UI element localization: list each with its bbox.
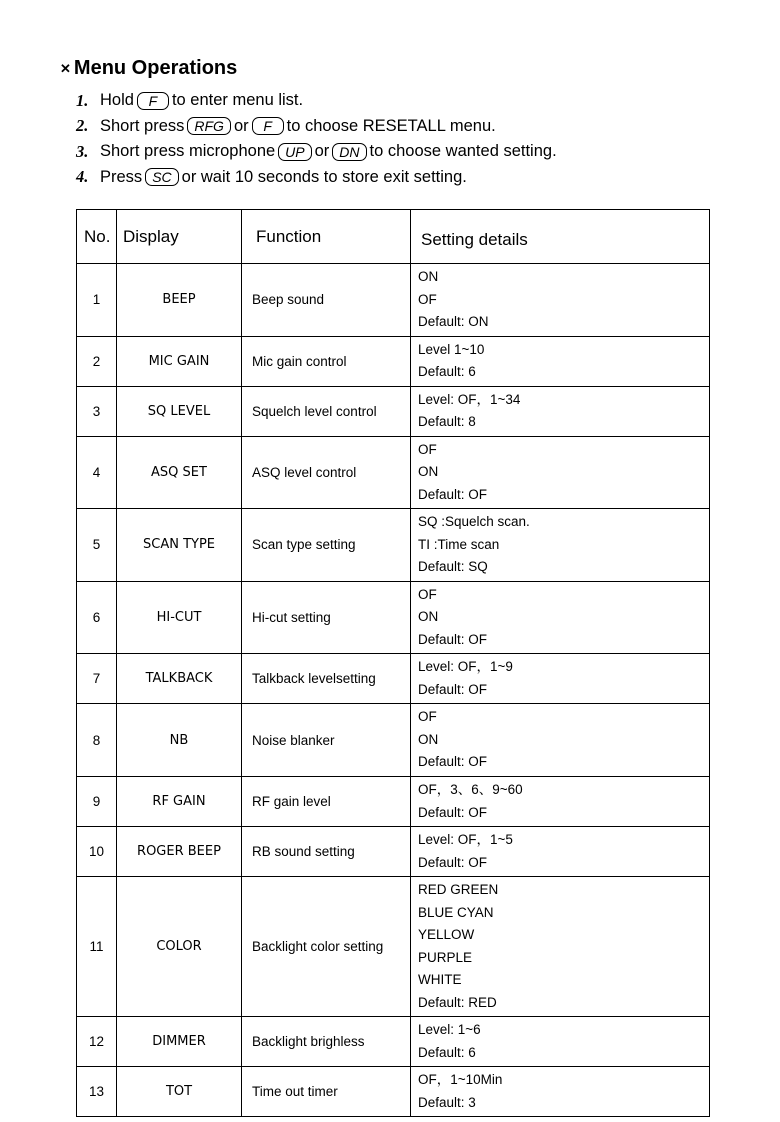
table-row xyxy=(77,436,710,509)
header-no: No. xyxy=(77,210,117,264)
row-display: DIMMER xyxy=(117,1017,242,1067)
row-number: 10 xyxy=(77,827,117,877)
setting-line: Level 1~10 xyxy=(418,341,485,357)
row-display: TALKBACK xyxy=(117,654,242,704)
row-display: ROGER BEEP xyxy=(117,827,242,877)
header-settings: Setting details xyxy=(411,210,710,264)
setting-line: Default: RED xyxy=(418,994,497,1010)
row-function: Time out timer xyxy=(242,1067,411,1117)
row-settings xyxy=(411,704,710,777)
row-number: 3 xyxy=(77,386,117,436)
step-text-after: to choose RESETALL menu. xyxy=(286,116,496,135)
table-body xyxy=(77,264,710,1117)
setting-line: ON xyxy=(418,464,439,479)
table-row xyxy=(77,654,710,704)
setting-line: OF，1~10Min xyxy=(418,1072,503,1087)
setting-line: Default: OF xyxy=(418,681,488,697)
row-settings xyxy=(411,877,710,1017)
row-display: RF GAIN xyxy=(117,777,242,827)
setting-line: SQ :Squelch scan. xyxy=(418,514,530,529)
header-display: Display xyxy=(117,210,242,264)
row-display: BEEP xyxy=(117,264,242,337)
setting-line: OF xyxy=(418,586,437,602)
step-item xyxy=(76,165,557,191)
key-button-label: SC xyxy=(145,168,178,186)
setting-line: OF xyxy=(418,441,437,457)
section-heading xyxy=(60,57,237,80)
table-row xyxy=(77,827,710,877)
setting-line: PURPLE xyxy=(418,949,473,965)
row-display: NB xyxy=(117,704,242,777)
step-text-after: or wait 10 seconds to store exit setting. xyxy=(181,167,467,186)
setting-line: BLUE CYAN xyxy=(418,904,494,920)
step-number: 3. xyxy=(76,141,89,161)
step-item xyxy=(76,88,557,114)
setting-line: OF，3、6、9~60 xyxy=(418,782,523,797)
step-text-after: to choose wanted setting. xyxy=(369,142,557,161)
row-display: SQ LEVEL xyxy=(117,386,242,436)
setting-line: Default: OF xyxy=(418,631,488,647)
setting-line: Default: 3 xyxy=(418,1094,476,1110)
row-function: ASQ level control xyxy=(242,436,411,509)
menu-table xyxy=(76,209,710,1117)
row-number: 13 xyxy=(77,1067,117,1117)
row-display: TOT xyxy=(117,1067,242,1117)
key-button-label: RFG xyxy=(187,117,231,135)
row-settings xyxy=(411,581,710,654)
setting-line: ON xyxy=(418,269,439,284)
step-number: 2. xyxy=(76,116,89,136)
step-text-or: or xyxy=(314,142,330,161)
setting-line: RED GREEN xyxy=(418,882,499,897)
setting-line: Level: OF，1~9 xyxy=(418,659,513,674)
row-settings xyxy=(411,336,710,386)
row-number: 9 xyxy=(77,777,117,827)
setting-line: TI :Time scan xyxy=(418,536,500,552)
table-row xyxy=(77,581,710,654)
table-header-row xyxy=(77,210,710,264)
setting-line: Default: SQ xyxy=(418,559,488,574)
row-number: 2 xyxy=(77,336,117,386)
step-text-before: Short press microphone xyxy=(100,142,276,161)
setting-line: OF xyxy=(418,709,437,725)
step-number: 1. xyxy=(76,90,89,110)
row-function: Backlight color setting xyxy=(242,877,411,1017)
row-function: Beep sound xyxy=(242,264,411,337)
step-text-before: Press xyxy=(100,167,143,186)
setting-line: ON xyxy=(418,609,439,624)
row-display: COLOR xyxy=(117,877,242,1017)
row-function: Hi-cut setting xyxy=(242,581,411,654)
section-title: Menu Operations xyxy=(73,57,238,79)
row-function: Backlight brighless xyxy=(242,1017,411,1067)
step-item xyxy=(76,114,557,140)
row-function: Mic gain control xyxy=(242,336,411,386)
key-button-label: UP xyxy=(278,143,311,161)
row-number: 6 xyxy=(77,581,117,654)
step-item xyxy=(76,139,557,165)
setting-line: Default: 8 xyxy=(418,414,476,429)
setting-line: WHITE xyxy=(418,972,462,987)
row-settings xyxy=(411,386,710,436)
step-text-after: to enter menu list. xyxy=(171,91,304,110)
setting-line: ON xyxy=(418,731,439,747)
row-settings xyxy=(411,1017,710,1067)
row-number: 1 xyxy=(77,264,117,337)
step-text-or: or xyxy=(233,116,249,135)
row-number: 4 xyxy=(77,436,117,509)
row-number: 8 xyxy=(77,704,117,777)
table-row xyxy=(77,386,710,436)
setting-line: OF xyxy=(418,291,437,307)
row-display: ASQ SET xyxy=(117,436,242,509)
row-function: Squelch level control xyxy=(242,386,411,436)
setting-line: Default: OF xyxy=(418,804,488,820)
setting-line: YELLOW xyxy=(418,927,475,942)
row-number: 7 xyxy=(77,654,117,704)
table-row xyxy=(77,1017,710,1067)
header-function: Function xyxy=(242,210,411,264)
table-row xyxy=(77,509,710,582)
step-text-before: Short press xyxy=(100,116,185,135)
setting-line: Default: OF xyxy=(418,754,488,770)
table-row xyxy=(77,704,710,777)
setting-line: Level: 1~6 xyxy=(418,1022,481,1037)
steps-list xyxy=(76,88,557,190)
key-button-label: F xyxy=(252,117,284,135)
table-row xyxy=(77,264,710,337)
row-settings xyxy=(411,264,710,337)
setting-line: Level: OF，1~5 xyxy=(418,832,513,847)
setting-line: Level: OF，1~34 xyxy=(418,391,521,407)
row-settings xyxy=(411,436,710,509)
row-display: HI-CUT xyxy=(117,581,242,654)
row-function: Scan type setting xyxy=(242,509,411,582)
setting-line: Default: ON xyxy=(418,314,489,329)
setting-line: Default: OF xyxy=(418,486,488,502)
row-function: Talkback levelsetting xyxy=(242,654,411,704)
section-bullet-icon: ✕ xyxy=(60,60,70,76)
row-settings xyxy=(411,777,710,827)
key-button-label: DN xyxy=(332,143,366,161)
table-row xyxy=(77,777,710,827)
row-settings xyxy=(411,654,710,704)
table-row xyxy=(77,877,710,1017)
row-number: 11 xyxy=(77,877,117,1017)
key-button-label: F xyxy=(137,92,169,110)
step-text-before: Hold xyxy=(100,91,134,110)
row-number: 12 xyxy=(77,1017,117,1067)
row-number: 5 xyxy=(77,509,117,582)
step-number: 4. xyxy=(76,167,89,187)
setting-line: Default: 6 xyxy=(418,1044,476,1060)
row-display: MIC GAIN xyxy=(117,336,242,386)
row-settings xyxy=(411,827,710,877)
setting-line: Default: OF xyxy=(418,854,488,870)
setting-line: Default: 6 xyxy=(418,364,476,379)
row-settings xyxy=(411,509,710,582)
row-function: RB sound setting xyxy=(242,827,411,877)
row-display: SCAN TYPE xyxy=(117,509,242,582)
row-function: Noise blanker xyxy=(242,704,411,777)
table-row xyxy=(77,1067,710,1117)
row-settings xyxy=(411,1067,710,1117)
table-row xyxy=(77,336,710,386)
row-function: RF gain level xyxy=(242,777,411,827)
